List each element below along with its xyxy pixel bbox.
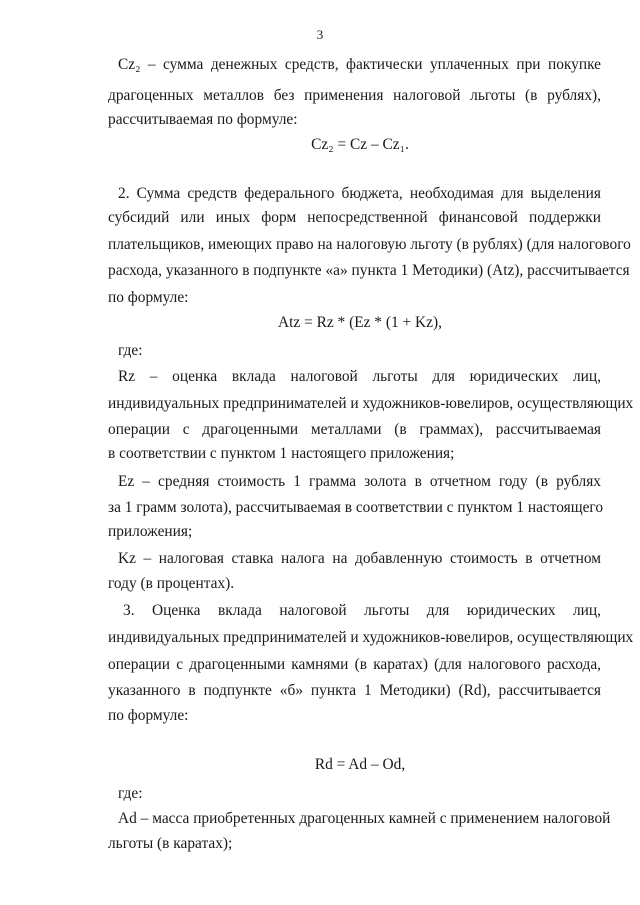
formula-atz: Atz = Rz * (Ez * (1 + Kz), bbox=[278, 314, 442, 331]
cz2-definition-line-1: Cz₂ – сумма денежных средств, фактически уплаченных при покупке bbox=[118, 56, 601, 73]
formula-cz2: Cz₂ = Cz – Cz₁. bbox=[311, 136, 409, 153]
paragraph-3-line-5: по формуле: bbox=[108, 707, 189, 724]
paragraph-3-line-4: указанного в подпункте «б» пункта 1 Методики) (Rd), рассчитывается bbox=[108, 682, 601, 699]
rz-definition-line-1: Rz – оценка вклада налоговой льготы для юридических лиц, bbox=[118, 368, 601, 385]
cz2-definition-line-3: рассчитываемая по формуле: bbox=[108, 111, 298, 128]
kz-definition-line-1: Kz – налоговая ставка налога на добавленную стоимость в отчетном bbox=[118, 550, 601, 567]
kz-definition-line-2: году (в процентах). bbox=[108, 575, 235, 592]
rz-definition-line-2: индивидуальных предпринимателей и художников-ювелиров, осуществляющих bbox=[108, 395, 634, 412]
page-number: 3 bbox=[316, 27, 324, 42]
paragraph-2-line-2: субсидий или иных форм непосредственной финансовой поддержки bbox=[108, 209, 601, 226]
where-label-1: где: bbox=[118, 342, 143, 359]
where-label-2: где: bbox=[118, 785, 143, 802]
cz2-definition-line-2: драгоценных металлов без применения налоговой льготы (в рублях), bbox=[108, 87, 601, 104]
ad-definition-line-2: льготы (в каратах); bbox=[108, 835, 233, 852]
formula-rd: Rd = Ad – Od, bbox=[314, 756, 406, 773]
ez-definition-line-1: Ez – средняя стоимость 1 грамма золота в отчетном году (в рублях bbox=[118, 473, 601, 490]
paragraph-2-line-4: расхода, указанного в подпункте «а» пункта 1 Методики) (Atz), рассчитывается bbox=[108, 262, 630, 279]
paragraph-3-line-1: 3. Оценка вклада налоговой льготы для юридических лиц, bbox=[123, 602, 601, 619]
paragraph-2-line-3: плательщиков, имеющих право на налоговую льготу (в рублях) (для налогового bbox=[108, 236, 631, 253]
ad-definition-line-1: Ad – масса приобретенных драгоценных камней с применением налоговой bbox=[118, 810, 611, 827]
paragraph-3-line-3: операции с драгоценными камнями (в каратах) (для налогового расхода, bbox=[108, 656, 601, 673]
ez-definition-line-3: приложения; bbox=[108, 523, 193, 540]
rz-definition-line-4: в соответствии с пунктом 1 настоящего приложения; bbox=[108, 445, 455, 462]
paragraph-2-line-1: 2. Сумма средств федерального бюджета, необходимая для выделения bbox=[118, 185, 601, 202]
paragraph-3-line-2: индивидуальных предпринимателей и художников-ювелиров, осуществляющих bbox=[108, 629, 634, 646]
rz-definition-line-3: операции с драгоценными металлами (в граммах), рассчитываемая bbox=[108, 421, 601, 438]
ez-definition-line-2: за 1 грамм золота), рассчитываемая в соответствии с пунктом 1 настоящего bbox=[108, 499, 604, 516]
paragraph-2-line-5: по формуле: bbox=[108, 289, 189, 306]
